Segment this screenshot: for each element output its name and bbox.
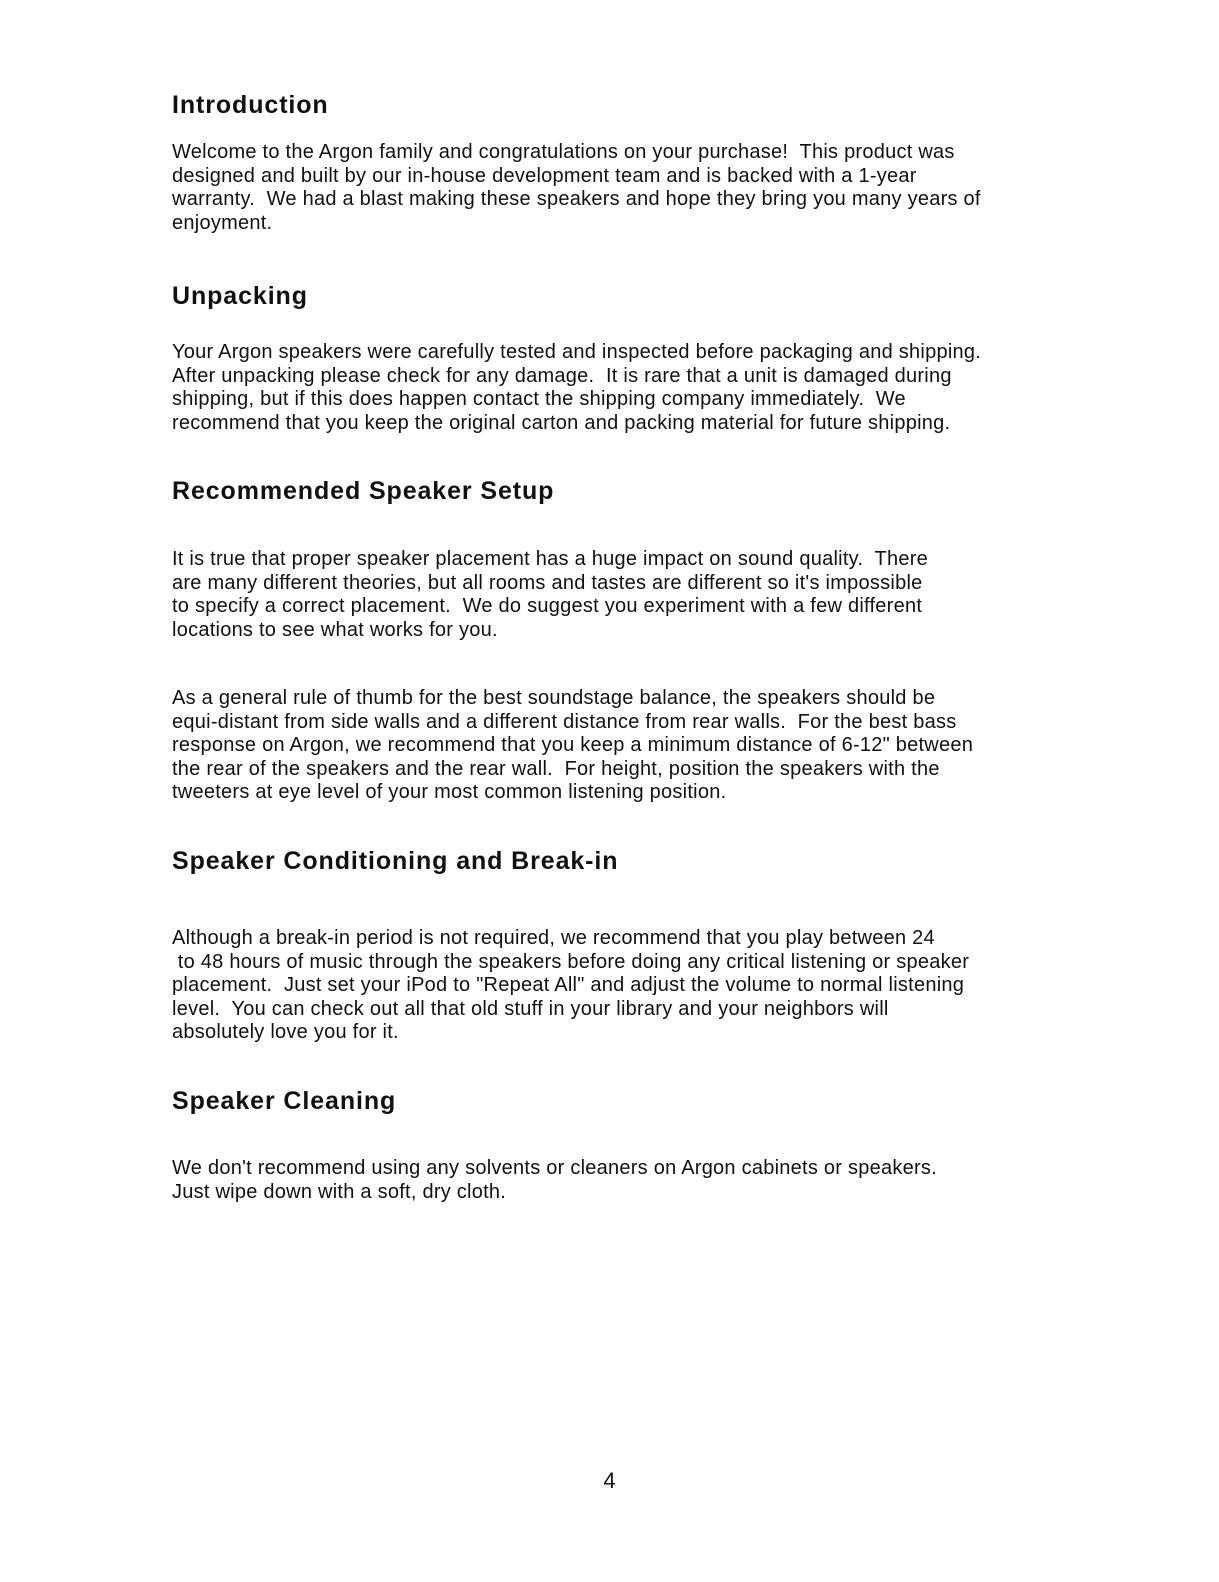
text-line: to specify a correct placement. We do suggest you experiment with a few different [172,595,923,618]
conditioning-paragraph [172,927,969,1045]
text-line: Your Argon speakers were carefully tested and inspected before packaging and shipping. [172,341,982,363]
text-line: As a general rule of thumb for the best soundstage balance, the speakers should be [172,687,936,709]
text-line: level. You can check out all that old stuff in your library and your neighbors will [172,997,889,1020]
text-line: equi-distant from side walls and a different distance from rear walls. For the best bass [172,710,957,733]
text-line: to 48 hours of music through the speakers before doing any critical listening or speaker [172,950,970,973]
text-line: placement. Just set your iPod to "Repeat All" and adjust the volume to normal listening [172,974,965,997]
text-line: warranty. We had a blast making these speakers and hope they bring you many years of [172,188,981,211]
text-line: It is true that proper speaker placement has a huge impact on sound quality. There [172,548,928,570]
heading-unpacking: Unpacking [172,282,308,310]
speaker-setup-paragraph-1 [172,548,928,642]
heading-speaker-cleaning: Speaker Cleaning [172,1087,397,1115]
text-line: recommend that you keep the original carton and packing material for future shipping. [172,411,951,434]
introduction-paragraph [172,141,981,235]
text-line: Although a break-in period is not required, we recommend that you play between 24 [172,927,935,949]
text-line: locations to see what works for you. [172,618,498,641]
text-line: response on Argon, we recommend that you keep a minimum distance of 6-12" between [172,734,974,757]
heading-speaker-conditioning: Speaker Conditioning and Break-in [172,847,619,875]
text-line: After unpacking please check for any damage. It is rare that a unit is damaged during [172,364,952,387]
speaker-setup-paragraph-2 [172,687,973,805]
page-number: 4 [603,1468,616,1493]
cleaning-paragraph [172,1157,937,1204]
text-line: designed and built by our in-house development team and is backed with a 1-year [172,164,917,187]
text-line: are many different theories, but all rooms and tastes are different so it's impossible [172,571,923,594]
text-line: shipping, but if this does happen contact the shipping company immediately. We [172,388,906,411]
text-line: the rear of the speakers and the rear wall. For height, position the speakers with the [172,757,940,780]
text-line: We don't recommend using any solvents or cleaners on Argon cabinets or speakers. [172,1157,937,1179]
text-line: Just wipe down with a soft, dry cloth. [172,1180,507,1203]
text-line: enjoyment. [172,211,273,234]
text-line: Welcome to the Argon family and congratulations on your purchase! This product was [172,141,955,163]
unpacking-paragraph [172,341,981,435]
heading-introduction: Introduction [172,91,329,119]
text-line: absolutely love you for it. [172,1021,399,1044]
text-line: tweeters at eye level of your most common listening position. [172,781,727,804]
heading-recommended-speaker-setup: Recommended Speaker Setup [172,477,555,505]
